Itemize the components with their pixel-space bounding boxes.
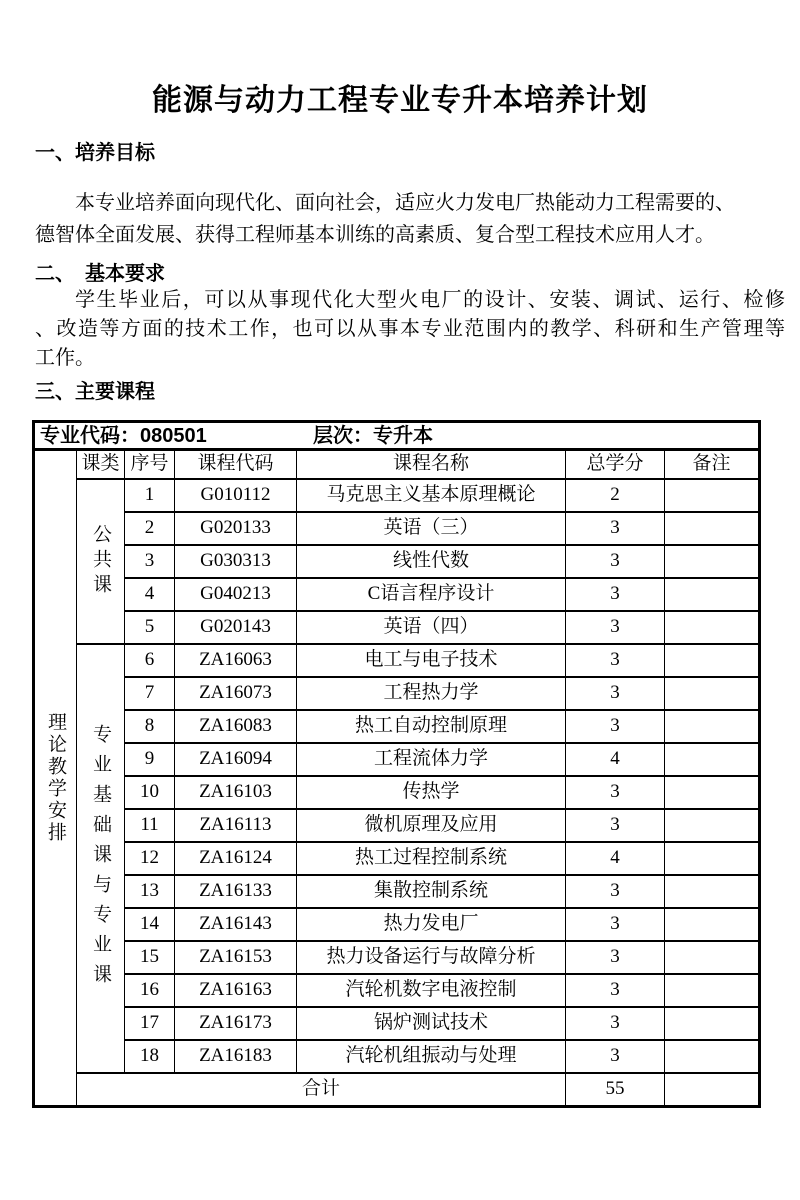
name-cell: 工程流体力学 (297, 743, 566, 776)
name-cell: 工程热力学 (297, 677, 566, 710)
seq-cell: 16 (125, 974, 175, 1007)
table-header-row (34, 450, 760, 480)
code-cell: ZA16094 (175, 743, 297, 776)
note-cell (665, 545, 760, 578)
course-row (34, 1040, 760, 1073)
meta-cell (34, 422, 760, 450)
name-cell: 热力发电厂 (297, 908, 566, 941)
seq-cell: 2 (125, 512, 175, 545)
course-row (34, 644, 760, 677)
note-cell (665, 776, 760, 809)
note-cell (665, 941, 760, 974)
code-cell: ZA16063 (175, 644, 297, 677)
course-row (34, 941, 760, 974)
course-row (34, 545, 760, 578)
note-cell (665, 479, 760, 512)
level-value: 专升本 (373, 424, 433, 447)
code-cell: G040213 (175, 578, 297, 611)
credits-cell: 3 (566, 578, 665, 611)
section-1-paragraph (35, 187, 785, 251)
credits-cell: 4 (566, 743, 665, 776)
credits-cell: 3 (566, 1040, 665, 1073)
seq-cell: 14 (125, 908, 175, 941)
section-heading-3: 三、主要课程 (35, 381, 155, 403)
credits-cell: 3 (566, 941, 665, 974)
code-cell: ZA16143 (175, 908, 297, 941)
course-type-label: 公共课 (90, 524, 111, 599)
course-type-label: 专业基础课与专业课 (90, 723, 111, 994)
seq-cell: 12 (125, 842, 175, 875)
note-cell (665, 809, 760, 842)
seq-cell: 17 (125, 1007, 175, 1040)
course-row (34, 710, 760, 743)
name-cell: 传热学 (297, 776, 566, 809)
note-cell (665, 974, 760, 1007)
seq-cell: 8 (125, 710, 175, 743)
page-title: 能源与动力工程专业专升本培养计划 (152, 84, 648, 117)
credits-cell: 2 (566, 479, 665, 512)
note-cell (665, 875, 760, 908)
section-2-paragraph (35, 286, 785, 373)
total-row (34, 1073, 760, 1107)
note-cell (665, 842, 760, 875)
row-group-label: 理论教学安排 (45, 712, 66, 844)
code-cell: G020143 (175, 611, 297, 644)
course-row (34, 809, 760, 842)
name-cell: 英语（三） (297, 512, 566, 545)
header-seq: 序号 (125, 450, 175, 480)
name-cell: 集散控制系统 (297, 875, 566, 908)
code-cell: ZA16133 (175, 875, 297, 908)
section-heading-1: 一、培养目标 (35, 142, 155, 164)
note-cell (665, 908, 760, 941)
seq-cell: 15 (125, 941, 175, 974)
name-cell: C语言程序设计 (297, 578, 566, 611)
note-cell (665, 710, 760, 743)
header-course-code: 课程代码 (175, 450, 297, 480)
total-label-cell: 合计 (77, 1073, 566, 1107)
header-total-credits: 总学分 (566, 450, 665, 480)
code-cell: ZA16083 (175, 710, 297, 743)
paragraph-line: 工作。 (35, 347, 95, 369)
note-cell (665, 644, 760, 677)
table-meta-row (34, 422, 760, 450)
seq-cell: 11 (125, 809, 175, 842)
name-cell: 马克思主义基本原理概论 (297, 479, 566, 512)
seq-cell: 1 (125, 479, 175, 512)
course-row (34, 908, 760, 941)
code-cell: ZA16173 (175, 1007, 297, 1040)
seq-cell: 18 (125, 1040, 175, 1073)
code-cell: G020133 (175, 512, 297, 545)
code-cell: ZA16183 (175, 1040, 297, 1073)
paragraph-line: 学生毕业后，可以从事现代化大型火电厂的设计、安装、调试、运行、检修 (75, 289, 785, 311)
seq-cell: 3 (125, 545, 175, 578)
name-cell: 微机原理及应用 (297, 809, 566, 842)
credits-cell: 3 (566, 611, 665, 644)
course-row (34, 1007, 760, 1040)
credits-cell: 3 (566, 677, 665, 710)
code-cell: ZA16073 (175, 677, 297, 710)
note-cell (665, 677, 760, 710)
name-cell: 电工与电子技术 (297, 644, 566, 677)
name-cell: 英语（四） (297, 611, 566, 644)
section-heading-2: 二、 基本要求 (35, 263, 165, 285)
name-cell: 热工自动控制原理 (297, 710, 566, 743)
name-cell: 汽轮机数字电液控制 (297, 974, 566, 1007)
seq-cell: 10 (125, 776, 175, 809)
credits-cell: 3 (566, 545, 665, 578)
code-cell: G030313 (175, 545, 297, 578)
paragraph-line: 、改造等方面的技术工作，也可以从事本专业范围内的教学、科研和生产管理等 (35, 318, 785, 340)
code-cell: ZA16153 (175, 941, 297, 974)
credits-cell: 4 (566, 842, 665, 875)
header-course-name: 课程名称 (297, 450, 566, 480)
level (313, 425, 433, 447)
credits-cell: 3 (566, 512, 665, 545)
course-row (34, 875, 760, 908)
paragraph-line: 德智体全面发展、获得工程师基本训练的高素质、复合型工程技术应用人才。 (35, 224, 715, 246)
seq-cell: 4 (125, 578, 175, 611)
course-row (34, 611, 760, 644)
note-cell (665, 578, 760, 611)
code-cell: G010112 (175, 479, 297, 512)
course-table (32, 420, 761, 1108)
credits-cell: 3 (566, 908, 665, 941)
credits-cell: 3 (566, 875, 665, 908)
course-row (34, 578, 760, 611)
total-credits-cell: 55 (566, 1073, 665, 1107)
credits-cell: 3 (566, 710, 665, 743)
major-code-label: 专业代码： (40, 424, 140, 447)
major-code-value: 080501 (140, 424, 207, 447)
course-row (34, 776, 760, 809)
credits-cell: 3 (566, 776, 665, 809)
seq-cell: 5 (125, 611, 175, 644)
credits-cell: 3 (566, 809, 665, 842)
seq-cell: 9 (125, 743, 175, 776)
level-label: 层次： (313, 424, 373, 447)
name-cell: 热工过程控制系统 (297, 842, 566, 875)
name-cell: 热力设备运行与故障分析 (297, 941, 566, 974)
header-course-type: 课类 (77, 450, 125, 480)
note-cell (665, 512, 760, 545)
meta-wrap (35, 425, 758, 447)
note-cell (665, 743, 760, 776)
seq-cell: 6 (125, 644, 175, 677)
code-cell: ZA16124 (175, 842, 297, 875)
course-row (34, 974, 760, 1007)
header-note: 备注 (665, 450, 760, 480)
major-code (40, 425, 207, 447)
note-cell (665, 1007, 760, 1040)
course-row (34, 512, 760, 545)
course-row (34, 842, 760, 875)
seq-cell: 7 (125, 677, 175, 710)
paragraph-line: 本专业培养面向现代化、面向社会，适应火力发电厂热能动力工程需要的、 (75, 192, 735, 214)
code-cell: ZA16103 (175, 776, 297, 809)
credits-cell: 3 (566, 974, 665, 1007)
note-cell (665, 1040, 760, 1073)
code-cell: ZA16163 (175, 974, 297, 1007)
name-cell: 汽轮机组振动与处理 (297, 1040, 566, 1073)
course-row (34, 743, 760, 776)
total-note-cell (665, 1073, 760, 1107)
note-cell (665, 611, 760, 644)
course-type-group-cell (77, 479, 125, 644)
name-cell: 线性代数 (297, 545, 566, 578)
course-type-group-cell (77, 644, 125, 1073)
name-cell: 锅炉测试技术 (297, 1007, 566, 1040)
credits-cell: 3 (566, 1007, 665, 1040)
seq-cell: 13 (125, 875, 175, 908)
course-row (34, 677, 760, 710)
credits-cell: 3 (566, 644, 665, 677)
code-cell: ZA16113 (175, 809, 297, 842)
row-group-cell (34, 450, 77, 1107)
course-row (34, 479, 760, 512)
